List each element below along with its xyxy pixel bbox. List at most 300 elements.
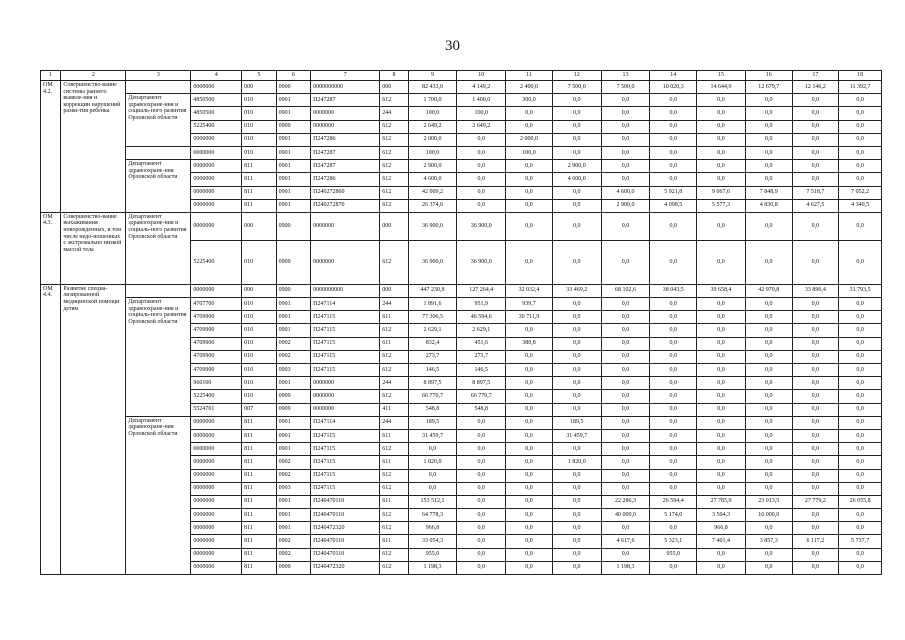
code-cell: 612	[380, 324, 408, 337]
amount-cell: 0,0	[697, 377, 746, 390]
amount-cell: 0,0	[697, 443, 746, 456]
amount-cell: 0,0	[792, 160, 839, 173]
code-cell: 4709900	[191, 350, 242, 363]
executor-cell: Департамент здравоохране-ния и социаль-ного развития Орловской области	[126, 212, 191, 284]
amount-cell: 5 323,1	[650, 535, 697, 548]
amount-cell: 0,0	[506, 429, 553, 442]
code-cell: 0000000	[191, 199, 242, 212]
amount-cell: 0,0	[506, 509, 553, 522]
amount-cell: 0,0	[839, 94, 882, 107]
code-cell: 811	[242, 548, 277, 561]
code-cell: П247286	[311, 133, 380, 146]
amount-cell: 832,4	[408, 337, 457, 350]
code-cell: 0901	[276, 416, 311, 429]
table-row	[41, 160, 882, 173]
amount-cell: 0,0	[839, 469, 882, 482]
header-cell: 10	[457, 71, 506, 81]
code-cell: 811	[242, 456, 277, 469]
code-cell: 811	[242, 160, 277, 173]
amount-cell: 0,0	[650, 337, 697, 350]
amount-cell: 7 518,7	[792, 186, 839, 199]
amount-cell: 0,0	[792, 337, 839, 350]
amount-cell: 0,0	[650, 146, 697, 159]
amount-cell: 2 000,0	[506, 133, 553, 146]
amount-cell: 0,0	[792, 482, 839, 495]
code-cell: 0902	[276, 456, 311, 469]
code-cell: 960100	[191, 377, 242, 390]
amount-cell: 33 469,2	[552, 284, 601, 297]
amount-cell: 0,0	[792, 120, 839, 133]
header-cell: 8	[380, 71, 408, 81]
amount-cell: 0,0	[792, 146, 839, 159]
code-cell: П247115	[311, 443, 380, 456]
amount-cell: 0,0	[792, 173, 839, 186]
amount-cell: 2 900,0	[601, 199, 650, 212]
code-cell: 000	[242, 284, 277, 297]
amount-cell: 2 649,2	[408, 120, 457, 133]
code-cell: 000	[242, 212, 277, 240]
amount-cell: 100,0	[457, 107, 506, 120]
amount-cell: 0,0	[697, 469, 746, 482]
amount-cell: 0,0	[601, 94, 650, 107]
code-cell: 811	[242, 443, 277, 456]
code-cell: 0903	[276, 482, 311, 495]
amount-cell: 0,0	[792, 509, 839, 522]
amount-cell: 0,0	[408, 482, 457, 495]
amount-cell: 0,0	[697, 456, 746, 469]
code-cell: 0901	[276, 495, 311, 508]
amount-cell: 0,0	[457, 416, 506, 429]
amount-cell: 0,0	[745, 298, 792, 311]
code-cell: 0000000	[191, 561, 242, 574]
code-cell: 244	[380, 298, 408, 311]
amount-cell: 11 392,7	[839, 81, 882, 94]
amount-cell: 0,0	[506, 548, 553, 561]
code-cell: 0900	[276, 81, 311, 94]
code-cell: П240470110	[311, 548, 380, 561]
amount-cell: 0,0	[650, 522, 697, 535]
amount-cell: 4 830,8	[745, 199, 792, 212]
code-cell: 612	[380, 522, 408, 535]
code-cell: 0901	[276, 94, 311, 107]
header-row	[41, 71, 882, 81]
amount-cell: 0,0	[601, 364, 650, 377]
amount-cell: 42 009,2	[408, 186, 457, 199]
amount-cell: 0,0	[745, 337, 792, 350]
code-cell: 0901	[276, 522, 311, 535]
code-cell: 0000000	[191, 482, 242, 495]
code-cell: 0909	[276, 390, 311, 403]
amount-cell: 0,0	[650, 377, 697, 390]
code-cell: 612	[380, 561, 408, 574]
amount-cell: 0,0	[601, 350, 650, 363]
code-cell: 244	[380, 107, 408, 120]
amount-cell: 0,0	[552, 535, 601, 548]
amount-cell: 0,0	[745, 94, 792, 107]
amount-cell: 0,0	[552, 146, 601, 159]
table-row	[41, 94, 882, 107]
code-cell: 0902	[276, 337, 311, 350]
amount-cell: 0,0	[552, 133, 601, 146]
amount-cell: 0,0	[792, 377, 839, 390]
code-cell: 0000000	[191, 133, 242, 146]
amount-cell: 2 900,0	[408, 160, 457, 173]
amount-cell: 0,0	[650, 456, 697, 469]
amount-cell: 0,0	[697, 548, 746, 561]
amount-cell: 0,0	[650, 469, 697, 482]
code-cell: 244	[380, 377, 408, 390]
amount-cell: 0,0	[552, 509, 601, 522]
code-cell: 010	[242, 364, 277, 377]
amount-cell: 31 459,7	[552, 429, 601, 442]
amount-cell: 7 500,0	[601, 81, 650, 94]
amount-cell: 0,0	[839, 377, 882, 390]
amount-cell: 22 286,3	[601, 495, 650, 508]
amount-cell: 0,0	[506, 561, 553, 574]
amount-cell: 0,0	[839, 522, 882, 535]
code-cell: П247115	[311, 337, 380, 350]
amount-cell: 0,0	[457, 548, 506, 561]
code-cell: 0000000	[191, 469, 242, 482]
code-cell: 0000000	[311, 120, 380, 133]
amount-cell: 4 340,5	[839, 199, 882, 212]
code-cell: П247287	[311, 94, 380, 107]
amount-cell: 0,0	[457, 561, 506, 574]
amount-cell: 0,0	[601, 443, 650, 456]
header-cell: 7	[311, 71, 380, 81]
amount-cell: 0,0	[745, 212, 792, 240]
amount-cell: 955,0	[408, 548, 457, 561]
amount-cell: 0,0	[792, 561, 839, 574]
code-cell: 0902	[276, 548, 311, 561]
code-cell: 0909	[276, 561, 311, 574]
code-cell: П240470110	[311, 535, 380, 548]
amount-cell: 0,0	[697, 429, 746, 442]
amount-cell: 0,0	[839, 160, 882, 173]
amount-cell: 0,0	[697, 107, 746, 120]
amount-cell: 0,0	[792, 390, 839, 403]
amount-cell: 451,6	[457, 337, 506, 350]
code-cell: 612	[380, 469, 408, 482]
code-cell: 0901	[276, 160, 311, 173]
amount-cell: 0,0	[745, 390, 792, 403]
amount-cell: 7 500,0	[552, 81, 601, 94]
amount-cell: 153 512,1	[408, 495, 457, 508]
amount-cell: 0,0	[457, 482, 506, 495]
code-cell: 0901	[276, 324, 311, 337]
amount-cell: 38 043,5	[650, 284, 697, 297]
code-cell: 612	[380, 120, 408, 133]
amount-cell: 0,0	[792, 469, 839, 482]
code-cell: П240272870	[311, 199, 380, 212]
amount-cell: 0,0	[839, 146, 882, 159]
code-cell: 010	[242, 240, 277, 284]
code-cell: 612	[380, 390, 408, 403]
amount-cell: 0,0	[792, 311, 839, 324]
amount-cell: 0,0	[650, 212, 697, 240]
code-cell: 010	[242, 120, 277, 133]
amount-cell: 0,0	[506, 212, 553, 240]
amount-cell: 2 649,2	[457, 120, 506, 133]
table-row	[41, 146, 882, 159]
code-cell: 0000000	[191, 443, 242, 456]
code-cell: 010	[242, 133, 277, 146]
amount-cell: 273,7	[408, 350, 457, 363]
amount-cell: 0,0	[506, 456, 553, 469]
amount-cell: 0,0	[601, 107, 650, 120]
code-cell: 4707700	[191, 298, 242, 311]
amount-cell: 0,0	[552, 212, 601, 240]
amount-cell: 14 644,9	[697, 81, 746, 94]
amount-cell: 0,0	[697, 482, 746, 495]
amount-cell: 0,0	[839, 456, 882, 469]
code-cell: 0000000	[311, 390, 380, 403]
budget-table	[40, 70, 882, 575]
amount-cell: 0,0	[745, 561, 792, 574]
table-row	[41, 416, 882, 429]
code-cell: 0901	[276, 173, 311, 186]
amount-cell: 0,0	[601, 212, 650, 240]
amount-cell: 0,0	[457, 443, 506, 456]
amount-cell: 0,0	[457, 535, 506, 548]
amount-cell: 5 737,7	[839, 535, 882, 548]
amount-cell: 27 779,2	[792, 495, 839, 508]
code-cell: П240470110	[311, 495, 380, 508]
code-cell: 010	[242, 324, 277, 337]
amount-cell: 0,0	[745, 350, 792, 363]
amount-cell: 951,9	[457, 298, 506, 311]
code-cell: 0900	[276, 212, 311, 240]
code-cell: 612	[380, 240, 408, 284]
code-cell: 0901	[276, 199, 311, 212]
code-cell: 811	[242, 535, 277, 548]
amount-cell: 0,0	[792, 548, 839, 561]
table-row	[41, 212, 882, 240]
amount-cell: 0,0	[697, 416, 746, 429]
code-cell: 010	[242, 146, 277, 159]
amount-cell: 0,0	[601, 133, 650, 146]
amount-cell: 77 306,5	[408, 311, 457, 324]
amount-cell: 0,0	[839, 548, 882, 561]
code-cell: П247115	[311, 456, 380, 469]
amount-cell: 0,0	[552, 469, 601, 482]
amount-cell: 0,0	[839, 298, 882, 311]
amount-cell: 966,8	[697, 522, 746, 535]
amount-cell: 0,0	[552, 298, 601, 311]
amount-cell: 0,0	[506, 482, 553, 495]
amount-cell: 0,0	[650, 160, 697, 173]
amount-cell: 0,0	[506, 364, 553, 377]
amount-cell: 0,0	[601, 120, 650, 133]
amount-cell: 0,0	[601, 324, 650, 337]
amount-cell: 0,0	[506, 377, 553, 390]
code-cell: 4709900	[191, 311, 242, 324]
code-cell: 000	[380, 212, 408, 240]
amount-cell: 9 067,6	[697, 186, 746, 199]
amount-cell: 0,0	[552, 522, 601, 535]
header-cell: 12	[552, 71, 601, 81]
code-cell: 000	[380, 284, 408, 297]
code-cell: 000	[380, 81, 408, 94]
amount-cell: 189,5	[408, 416, 457, 429]
code-cell: 0000000	[191, 509, 242, 522]
code-cell: 010	[242, 390, 277, 403]
amount-cell: 0,0	[552, 324, 601, 337]
amount-cell: 0,0	[792, 133, 839, 146]
code-cell: 0000000	[191, 160, 242, 173]
amount-cell: 0,0	[552, 94, 601, 107]
amount-cell: 0,0	[839, 173, 882, 186]
amount-cell: 0,0	[552, 350, 601, 363]
code-cell: П247115	[311, 482, 380, 495]
amount-cell: 0,0	[792, 456, 839, 469]
amount-cell: 0,0	[697, 146, 746, 159]
amount-cell: 939,7	[506, 298, 553, 311]
header-cell: 11	[506, 71, 553, 81]
code-cell: 0901	[276, 377, 311, 390]
amount-cell: 189,5	[552, 416, 601, 429]
code-cell: 0000000	[191, 456, 242, 469]
amount-cell: 33 054,3	[408, 535, 457, 548]
code-cell: П247114	[311, 298, 380, 311]
amount-cell: 0,0	[506, 443, 553, 456]
amount-cell: 0,0	[697, 212, 746, 240]
amount-cell: 0,0	[839, 429, 882, 442]
amount-cell: 0,0	[697, 311, 746, 324]
code-cell: 4709900	[191, 337, 242, 350]
code-cell: 0000000000	[311, 81, 380, 94]
amount-cell: 0,0	[506, 390, 553, 403]
code-cell: 010	[242, 377, 277, 390]
code-cell: П247115	[311, 324, 380, 337]
code-cell: 010	[242, 311, 277, 324]
amount-cell: 36 900,0	[408, 212, 457, 240]
amount-cell: 3 857,3	[745, 535, 792, 548]
amount-cell: 68 102,6	[601, 284, 650, 297]
code-cell: П247115	[311, 311, 380, 324]
code-cell: П240272860	[311, 186, 380, 199]
code-cell: 612	[380, 173, 408, 186]
amount-cell: 1 400,0	[457, 94, 506, 107]
amount-cell: 0,0	[745, 416, 792, 429]
header-cell: 13	[601, 71, 650, 81]
code-cell: 0000000	[191, 186, 242, 199]
amount-cell: 0,0	[650, 324, 697, 337]
code-cell: 612	[380, 199, 408, 212]
amount-cell: 447 230,8	[408, 284, 457, 297]
amount-cell: 0,0	[697, 173, 746, 186]
code-cell: 811	[242, 495, 277, 508]
amount-cell: 26 055,8	[839, 495, 882, 508]
amount-cell: 0,0	[792, 416, 839, 429]
amount-cell: 0,0	[697, 337, 746, 350]
amount-cell: 0,0	[697, 160, 746, 173]
code-cell: П247115	[311, 364, 380, 377]
amount-cell: 36 900,0	[457, 212, 506, 240]
code-cell: 612	[380, 133, 408, 146]
amount-cell: 0,0	[839, 107, 882, 120]
code-cell: 0000000	[311, 240, 380, 284]
code-cell: 0901	[276, 107, 311, 120]
code-cell: 5225400	[191, 240, 242, 284]
amount-cell: 0,0	[650, 482, 697, 495]
code-cell: 0902	[276, 350, 311, 363]
amount-cell: 0,0	[745, 133, 792, 146]
amount-cell: 0,0	[457, 133, 506, 146]
amount-cell: 0,0	[745, 173, 792, 186]
amount-cell: 36 900,0	[457, 240, 506, 284]
amount-cell: 0,0	[601, 377, 650, 390]
code-cell: 0901	[276, 443, 311, 456]
amount-cell: 0,0	[839, 443, 882, 456]
amount-cell: 0,0	[792, 240, 839, 284]
amount-cell: 4 617,6	[601, 535, 650, 548]
amount-cell: 0,0	[650, 390, 697, 403]
code-cell: П247286	[311, 173, 380, 186]
amount-cell: 66 770,7	[457, 390, 506, 403]
code-cell: 611	[380, 456, 408, 469]
amount-cell: 0,0	[457, 509, 506, 522]
amount-cell: 0,0	[506, 416, 553, 429]
amount-cell: 0,0	[792, 522, 839, 535]
amount-cell: 0,0	[745, 120, 792, 133]
amount-cell: 0,0	[745, 456, 792, 469]
amount-cell: 27 785,9	[697, 495, 746, 508]
amount-cell: 146,5	[408, 364, 457, 377]
amount-cell: 7 848,9	[745, 186, 792, 199]
amount-cell: 0,0	[650, 429, 697, 442]
amount-cell: 31 459,7	[408, 429, 457, 442]
amount-cell: 0,0	[745, 160, 792, 173]
amount-cell: 12 679,7	[745, 81, 792, 94]
amount-cell: 0,0	[457, 429, 506, 442]
amount-cell: 39 658,4	[697, 284, 746, 297]
code-cell: П247287	[311, 160, 380, 173]
code-cell: 811	[242, 469, 277, 482]
code-cell: 811	[242, 186, 277, 199]
amount-cell: 64 778,3	[408, 509, 457, 522]
amount-cell: 2 900,0	[552, 160, 601, 173]
amount-cell: 0,0	[601, 390, 650, 403]
code-cell: 611	[380, 429, 408, 442]
amount-cell: 36 900,0	[408, 240, 457, 284]
code-cell: 4850500	[191, 107, 242, 120]
amount-cell: 0,0	[745, 429, 792, 442]
header-cell: 2	[61, 71, 126, 81]
code-cell: П247287	[311, 146, 380, 159]
executor-cell: Департамент здравоохране-ния и социаль-ного развития Орловской области	[126, 298, 191, 417]
code-cell: 5524701	[191, 403, 242, 416]
amount-cell: 0,0	[457, 199, 506, 212]
amount-cell: 1 891,6	[408, 298, 457, 311]
code-cell: 811	[242, 199, 277, 212]
amount-cell: 0,0	[745, 107, 792, 120]
amount-cell: 0,0	[506, 403, 553, 416]
amount-cell: 0,0	[839, 416, 882, 429]
code-cell: 0000000	[191, 416, 242, 429]
amount-cell: 0,0	[601, 146, 650, 159]
amount-cell: 26 594,4	[650, 495, 697, 508]
code-cell: 0000000	[311, 212, 380, 240]
code-cell: 811	[242, 482, 277, 495]
amount-cell: 42 970,8	[745, 284, 792, 297]
amount-cell: 0,0	[601, 240, 650, 284]
code-cell: 0902	[276, 469, 311, 482]
amount-cell: 0,0	[457, 146, 506, 159]
amount-cell: 0,0	[552, 364, 601, 377]
header-cell: 16	[745, 71, 792, 81]
page-number: 30	[445, 38, 460, 54]
